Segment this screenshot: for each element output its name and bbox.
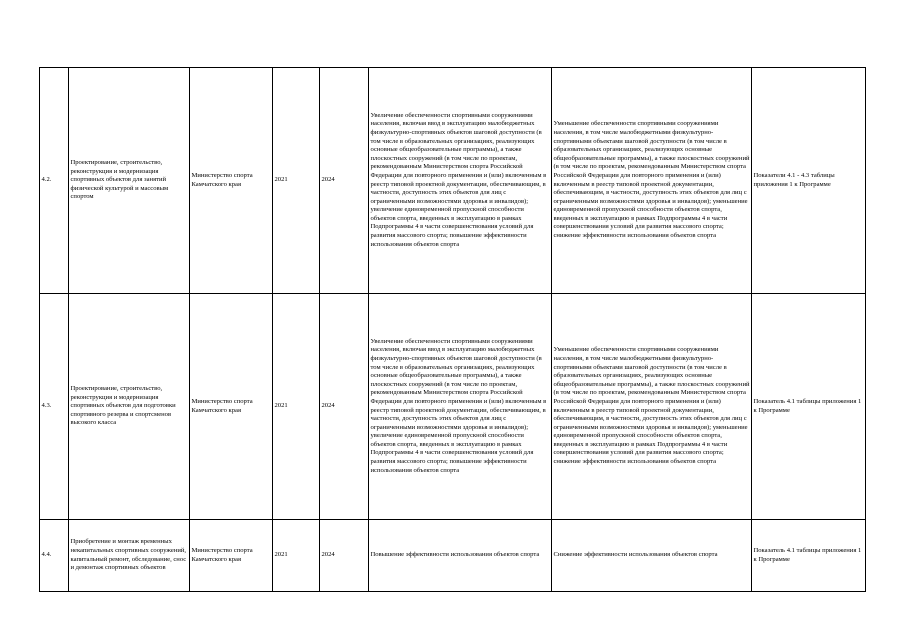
end-year: 2024 xyxy=(320,68,369,294)
executor: Министерство спорта Камчатского края xyxy=(190,520,273,592)
row-number: 4.4. xyxy=(40,520,69,592)
executor: Министерство спорта Камчатского края xyxy=(190,294,273,520)
consequences: Уменьшение обеспеченности спортивными сооружениями населения, в том числе малобюджетными физкультурно-спортивными объектами шаговой доступности (в том числе в образовательных организациях, реализующих основные общеобразовательные программы), а также плоскостных сооружений (в том числе по проектам, рекомендованным Министерством спорта Российской Федерации для повторного применения и (или) включенным в реестр типовой проектной документации, обеспечивающим, в частности, доступность этих объектов для лиц с ограниченными возможностями здоровья и инвалидов); уменьшение единовременной пропускной способности объектов спорта, введенных в эксплуатацию в рамках Подпрограммы 4 в части совершенствования условий для развития массового спорта; снижение эффективности использования объектов спорта xyxy=(552,68,752,294)
measure-name: Приобретение и монтаж временных некапитальных спортивных сооружений, капитальный ремонт, обследование, снос и демонтаж спортивных объектов xyxy=(69,520,190,592)
end-year: 2024 xyxy=(320,294,369,520)
table-row xyxy=(40,294,866,520)
row-number: 4.3. xyxy=(40,294,69,520)
program-measures-table xyxy=(39,67,866,592)
expected-result: Повышение эффективности использования объектов спорта xyxy=(369,520,552,592)
start-year: 2021 xyxy=(273,294,320,520)
table-row xyxy=(40,520,866,592)
expected-result: Увеличение обеспеченности спортивными сооружениями населения, включая ввод в эксплуатацию малобюджетных физкультурно-спортивных объектов шаговой доступности (в том числе в образовательных организациях, реализующих основные общеобразовательные программы), а также плоскостных сооружений (в том числе по проектам, рекомендованным Министерством спорта Российской Федерации для повторного применения и (или) включенным в реестр типовой проектной документации, обеспечивающим, в частности, доступность этих объектов для лиц с ограниченными возможностями здоровья и инвалидов); увеличение единовременной пропускной способности объектов спорта, введенных в эксплуатацию в рамках Подпрограммы 4 в части совершенствования условий для развития массового спорта; повышение эффективности использования объектов спорта xyxy=(369,68,552,294)
indicators: Показатели 4.1 - 4.3 таблицы приложения 1 к Программе xyxy=(752,68,866,294)
indicators: Показатель 4.1 таблицы приложения 1 к Программе xyxy=(752,520,866,592)
consequences: Снижение эффективности использования объектов спорта xyxy=(552,520,752,592)
expected-result: Увеличение обеспеченности спортивными сооружениями населения, включая ввод в эксплуатацию малобюджетных физкультурно-спортивных объектов шаговой доступности (в том числе в образовательных организациях, реализующих основные общеобразовательные программы), а также плоскостных сооружений (в том числе по проектам, рекомендованным Министерством спорта Российской Федерации для повторного применения и (или) включенным в реестр типовой проектной документации, обеспечивающим, в частности, доступность этих объектов для лиц с ограниченными возможностями здоровья и инвалидов); увеличение единовременной пропускной способности объектов спорта, введенных в эксплуатацию в рамках Подпрограммы 4 в части совершенствования условий для развития массового спорта; повышение эффективности использования объектов спорта xyxy=(369,294,552,520)
consequences: Уменьшение обеспеченности спортивными сооружениями населения, в том числе малобюджетными физкультурно-спортивными объектами шаговой доступности (в том числе в образовательных организациях, реализующих основные общеобразовательные программы), а также плоскостных сооружений (в том числе по проектам, рекомендованным Министерством спорта Российской Федерации для повторного применения и (или) включенным в реестр типовой проектной документации, обеспечивающим, в частности, доступность этих объектов для лиц с ограниченными возможностями здоровья и инвалидов); уменьшение единовременной пропускной способности объектов спорта, введенных в эксплуатацию в рамках Подпрограммы 4 в части совершенствования условий для развития массового спорта; снижение эффективности использования объектов спорта xyxy=(552,294,752,520)
measure-name: Проектирование, строительство, реконструкция и модернизация спортивных объектов для подготовки спортивного резерва и спортсменов высокого класса xyxy=(69,294,190,520)
indicators: Показатель 4.1 таблицы приложения 1 к Программе xyxy=(752,294,866,520)
start-year: 2021 xyxy=(273,68,320,294)
start-year: 2021 xyxy=(273,520,320,592)
measure-name: Проектирование, строительство, реконструкция и модернизация спортивных объектов для занятий физической культурой и массовым спортом xyxy=(69,68,190,294)
table-row xyxy=(40,68,866,294)
end-year: 2024 xyxy=(320,520,369,592)
executor: Министерство спорта Камчатского края xyxy=(190,68,273,294)
row-number: 4.2. xyxy=(40,68,69,294)
